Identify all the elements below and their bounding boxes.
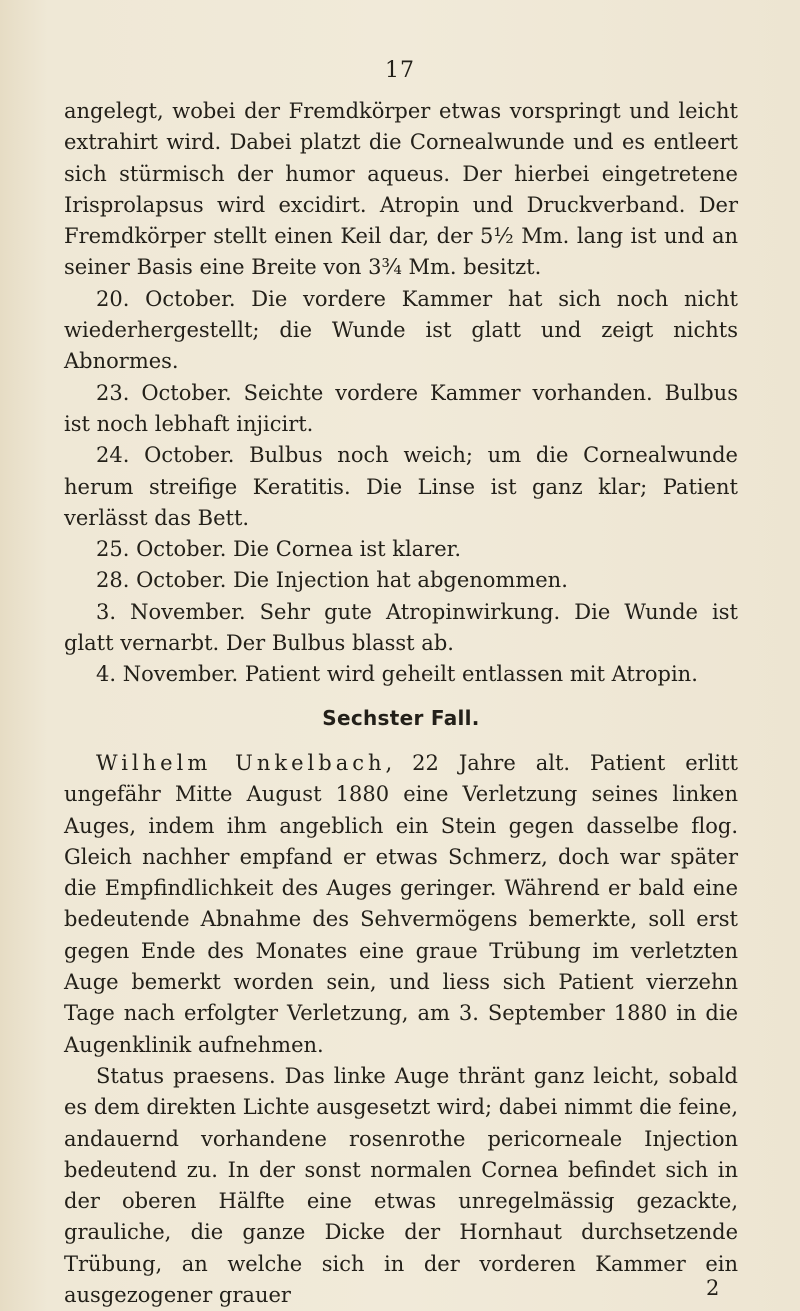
case-description: , 22 Jahre alt. Patient erlitt ungefähr Mitte August 1880 eine Verletzung seines linken Auges, indem ihm angeblich ein Stein gegen dasselbe flog. Gleich nachher empfand er etwas Schmerz, doch war später die Empfindlichkeit des Auges geringer. Während er bald eine bedeutende Abnahme des Sehvermögens bemerkte, soll erst gegen Ende des Monates eine graue Trübung im verletzten Auge bemerkt worden sein, und liess sich Patient vierzehn Tage nach erfolgter Verletzung, am 3. September 1880 in die Augenklinik aufnehmen.: [64, 750, 738, 1057]
section-heading: Sechster Fall.: [322, 705, 480, 730]
paragraph-continuation: angelegt, wobei der Fremdkörper etwas vorspringt und leicht extrahirt wird. Dabei platzt die Cornealwunde und es entleert sich stürmisch der humor aqueus. Der hierbei eingetretene Irisprolapsus wird excidirt. Atropin und Druckverband. Der Fremdkörper stellt einen Keil dar, der 5½ Mm. lang ist und an seiner Basis eine Breite von 3¾ Mm. besitzt.: [64, 99, 738, 280]
signature-mark: 2: [706, 1276, 720, 1300]
patient-name: Wilhelm Unkelbach: [96, 750, 386, 775]
journal-entry-23-oct: 23. October. Seichte vordere Kammer vorhanden. Bulbus ist noch lebhaft injicirt.: [64, 380, 738, 436]
status-praesens-paragraph: Status praesens. Das linke Auge thränt ganz leicht, sobald es dem direkten Lichte ausgesetzt wird; dabei nimmt die feine, andauernd vorhandene rosenrothe pericorneale Injection bedeutend zu. In der sonst normalen Cornea befindet sich in der oberen Hälfte eine etwas unregelmässig gezackte, grauliche, die ganze Dicke der Hornhaut durchsetzende Trübung, an welche sich in der vorderen Kammer ein ausgezogener grauer: [64, 1063, 738, 1307]
journal-entry-25-oct: 25. October. Die Cornea ist klarer.: [96, 537, 462, 562]
page-number: 17: [385, 58, 415, 83]
body-text: [64, 96, 738, 1311]
journal-entry-24-oct: 24. October. Bulbus noch weich; um die Cornealwunde herum streifige Keratitis. Die Linse ist ganz klar; Patient verlässt das Bett.: [64, 443, 738, 530]
journal-entry-4-nov: 4. November. Patient wird geheilt entlassen mit Atropin.: [96, 662, 698, 687]
case-paragraph: [64, 748, 738, 1061]
journal-entry-28-oct: 28. October. Die Injection hat abgenommen.: [96, 568, 568, 593]
journal-entry-3-nov: 3. November. Sehr gute Atropinwirkung. Die Wunde ist glatt vernarbt. Der Bulbus blasst ab.: [64, 599, 738, 656]
journal-entry-20-oct: 20. October. Die vordere Kammer hat sich noch nicht wiederhergestellt; die Wunde ist glatt und zeigt nichts Abnormes.: [64, 286, 738, 374]
